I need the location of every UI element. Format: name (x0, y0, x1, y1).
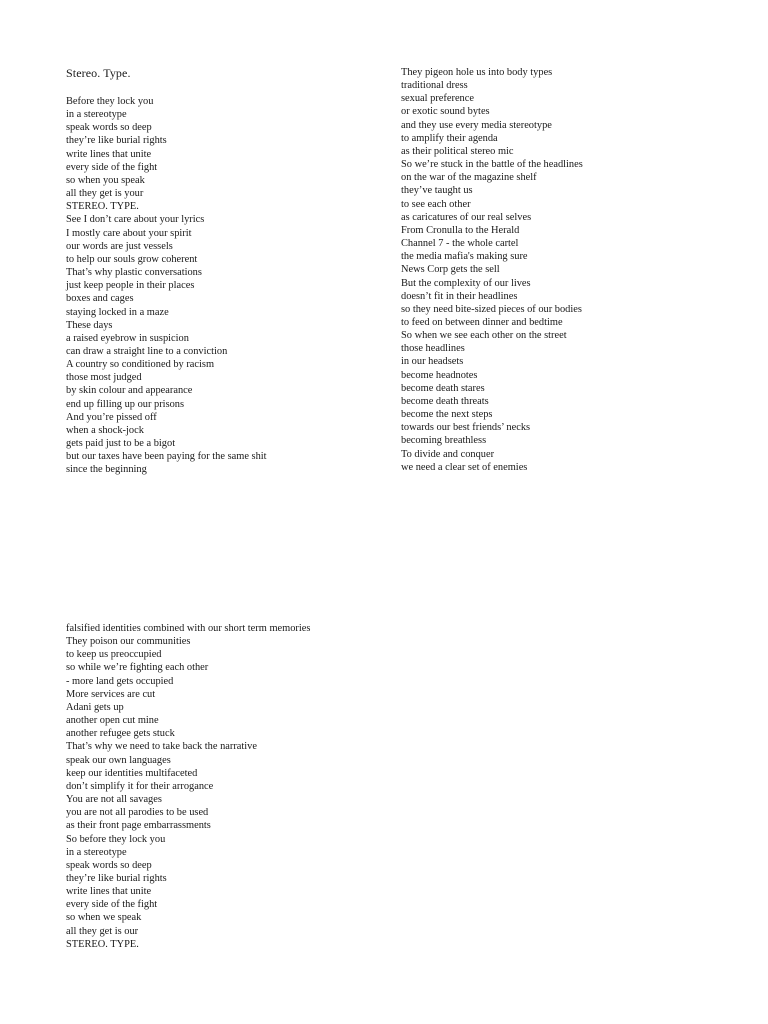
poem-line: every side of the fight (66, 161, 158, 173)
poem-line: to feed on between dinner and bedtime (401, 316, 563, 328)
poem-line: our words are just vessels (66, 240, 173, 252)
poem-line: become death stares (401, 382, 485, 394)
poem-line: Adani gets up (66, 701, 124, 713)
poem-line: by skin colour and appearance (66, 385, 193, 397)
poem-line: as their political stereo mic (401, 145, 514, 157)
left-bottom-stanza (66, 622, 406, 951)
poem-line: so when you speak (66, 174, 145, 186)
poem-line: they’re like burial rights (66, 872, 167, 884)
poem-line: That’s why plastic conversations (66, 267, 202, 279)
poem-line: So when we see each other on the street (401, 330, 567, 342)
poem-line: doesn’t fit in their headlines (401, 290, 518, 302)
poem-line: every side of the fight (66, 899, 158, 911)
poem-line: gets paid just to be a bigot (66, 438, 176, 450)
poem-line: in a stereotype (66, 109, 127, 121)
poem-line: those headlines (401, 343, 465, 355)
poem-line: as their front page embarrassments (66, 820, 211, 832)
poem-line: can draw a straight line to a conviction (66, 345, 228, 357)
poem-line: But the complexity of our lives (401, 277, 531, 289)
poem-line: another refugee gets stuck (66, 728, 175, 740)
poem-line: another open cut mine (66, 715, 159, 727)
poem-line: And you’re pissed off (66, 411, 157, 423)
poem-line: so they need bite-sized pieces of our bodies (401, 303, 582, 315)
poem-line: to help our souls grow coherent (66, 253, 198, 265)
poem-line: towards our best friends’ necks (401, 422, 531, 434)
poem-line: become the next steps (401, 409, 493, 421)
poem-line: in our headsets (401, 356, 464, 368)
poem-line: You are not all savages (66, 794, 162, 806)
poem-line: end up filling up our prisons (66, 398, 185, 410)
poem-line: on the war of the magazine shelf (401, 172, 537, 184)
poem-line: write lines that unite (66, 886, 152, 898)
poem-line: to keep us preoccupied (66, 649, 162, 661)
poem-line: From Cronulla to the Herald (401, 224, 520, 236)
poem-line: - more land gets occupied (66, 675, 174, 687)
poem-line: These days (66, 319, 113, 331)
left-column-top (66, 66, 406, 477)
poem-line: or exotic sound bytes (401, 106, 490, 118)
poem-line: to see each other (401, 198, 471, 210)
poem-line: those most judged (66, 372, 142, 384)
poem-line: and they use every media stereotype (401, 119, 552, 131)
poem-line: you are not all parodies to be used (66, 807, 209, 819)
poem-line: Channel 7 - the whole cartel (401, 238, 519, 250)
poem-line: when a shock-jock (66, 424, 144, 436)
poem-line: become headnotes (401, 369, 478, 381)
poem-line: So we’re stuck in the battle of the headlines (401, 159, 583, 171)
poem-line: become death threats (401, 395, 489, 407)
poem-line: as caricatures of our real selves (401, 211, 532, 223)
right-top-stanza (401, 66, 741, 474)
left-top-stanza (66, 95, 406, 477)
poem-line: speak words so deep (66, 859, 152, 871)
poem-line: we need a clear set of enemies (401, 461, 528, 473)
poem-line: just keep people in their places (66, 280, 195, 292)
poem-line: keep our identities multifaceted (66, 767, 198, 779)
poem-line: they’re like burial rights (66, 135, 167, 147)
poem-title: Stereo. Type. (66, 66, 131, 80)
poem-line: STEREO. TYPE. (66, 938, 139, 950)
poem-line: sexual preference (401, 93, 474, 105)
poem-line: all they get is our (66, 925, 139, 937)
poem-line: write lines that unite (66, 148, 152, 160)
poem-line: More services are cut (66, 688, 156, 700)
poem-line: That’s why we need to take back the narrative (66, 741, 257, 753)
poem-line: See I don’t care about your lyrics (66, 214, 205, 226)
poem-line: To divide and conquer (401, 448, 495, 460)
poem-line: staying locked in a maze (66, 306, 169, 318)
poem-line: don’t simplify it for their arrogance (66, 780, 214, 792)
poem-line: to amplify their agenda (401, 132, 498, 144)
poem-line: but our taxes have been paying for the same shit (66, 451, 267, 463)
right-column-top (401, 66, 741, 474)
poem-line: speak our own languages (66, 754, 171, 766)
poem-line: they’ve taught us (401, 185, 473, 197)
poem-line: boxes and cages (66, 293, 134, 305)
left-column-bottom (66, 622, 406, 951)
poem-line: They pigeon hole us into body types (401, 67, 553, 78)
poem-line: a raised eyebrow in suspicion (66, 332, 189, 344)
poem-line: since the beginning (66, 464, 147, 476)
poem-line: in a stereotype (66, 846, 127, 858)
poem-line: STEREO. TYPE. (66, 201, 139, 213)
poem-line: traditional dress (401, 80, 468, 92)
poem-line: Before they lock you (66, 96, 154, 107)
poem-line: I mostly care about your spirit (66, 227, 192, 239)
poem-line: falsified identities combined with our short term memories (66, 623, 311, 634)
poem-line: all they get is your (66, 188, 144, 200)
poem-line: So before they lock you (66, 833, 166, 845)
poem-line: the media mafia's making sure (401, 251, 528, 263)
poem-line: speak words so deep (66, 122, 152, 134)
poem-line: They poison our communities (66, 636, 191, 648)
poem-line: A country so conditioned by racism (66, 359, 215, 371)
poem-line: becoming breathless (401, 435, 487, 447)
poem-line: so while we’re fighting each other (66, 662, 209, 674)
poem-line: so when we speak (66, 912, 142, 924)
poem-line: News Corp gets the sell (401, 264, 500, 276)
